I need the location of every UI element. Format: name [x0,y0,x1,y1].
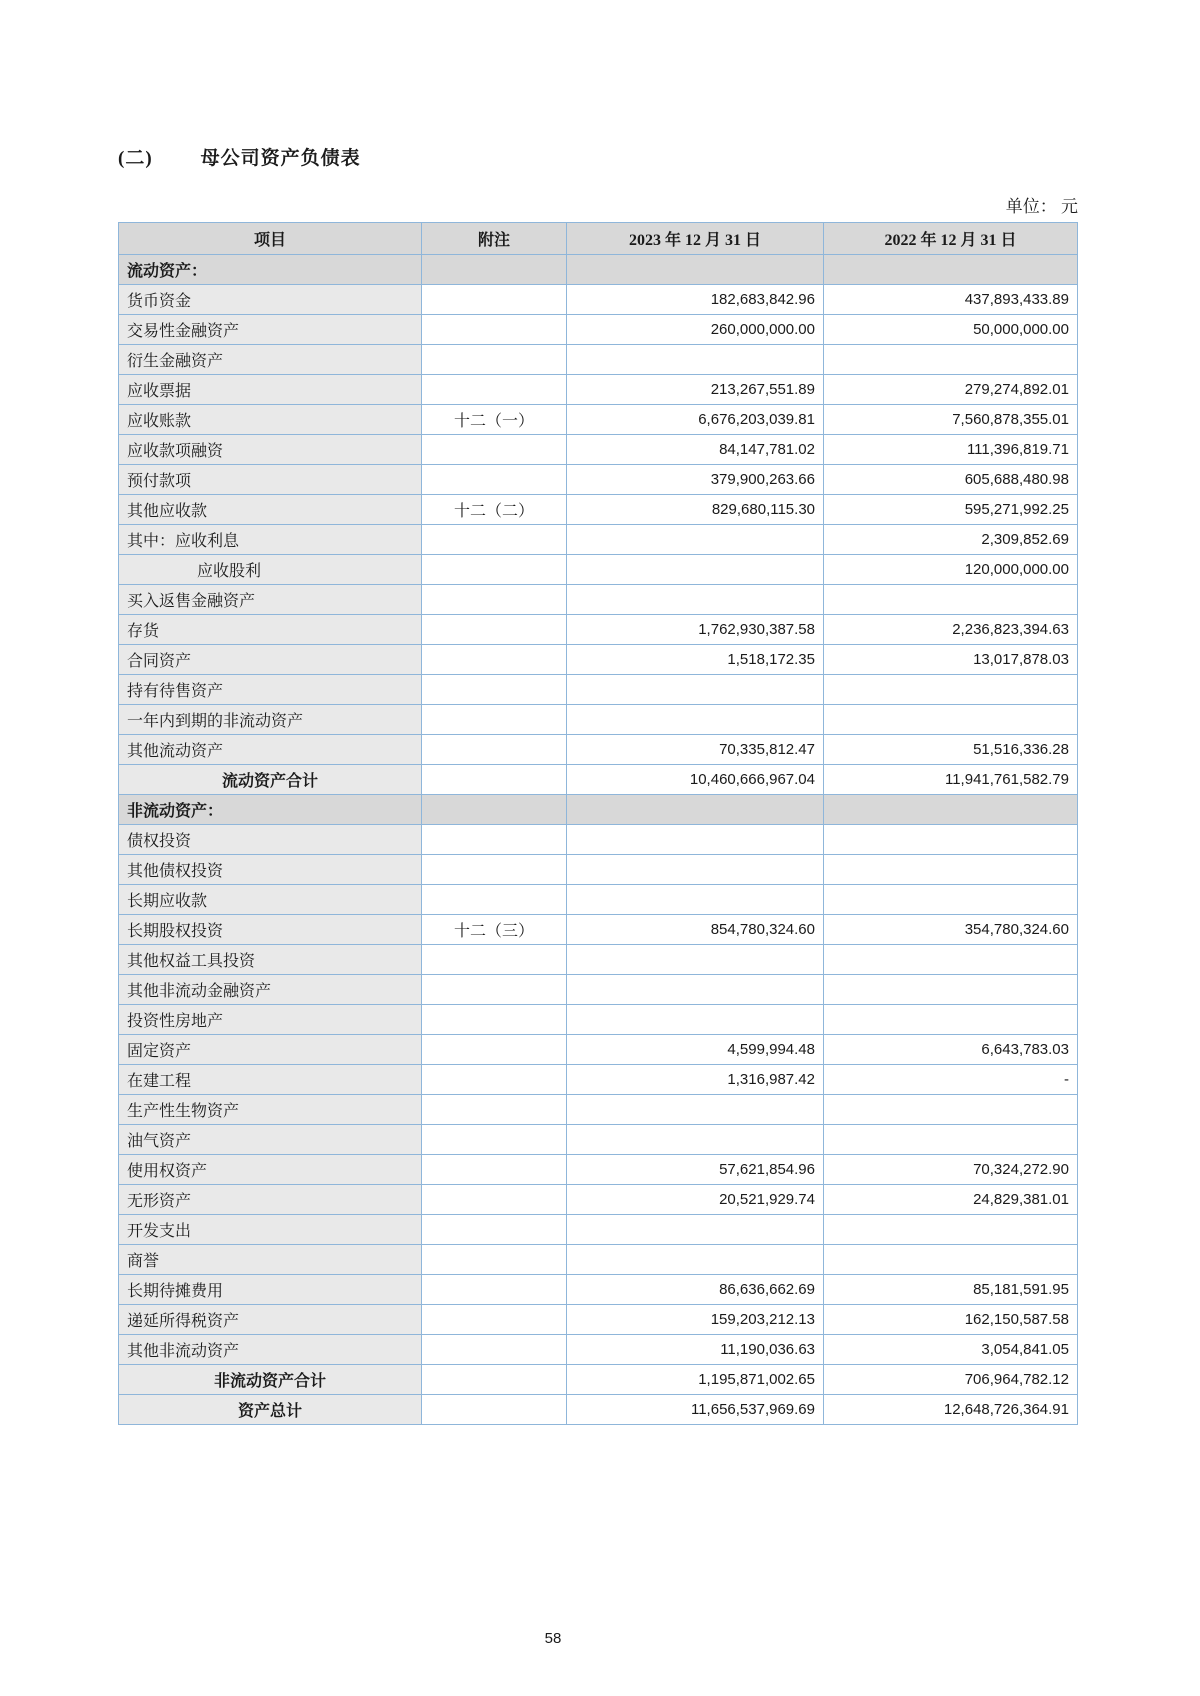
value-2023-cell [567,945,824,975]
value-2023-cell [567,825,824,855]
value-2022-cell: 6,643,783.03 [824,1035,1078,1065]
value-2022-cell [824,1095,1078,1125]
note-cell [422,705,567,735]
note-cell [422,1215,567,1245]
item-cell: 流动资产： [119,255,422,285]
value-2022-cell: 120,000,000.00 [824,555,1078,585]
table-row [119,585,1078,615]
value-2022-cell [824,1005,1078,1035]
note-cell [422,1365,567,1395]
value-2023-cell [567,255,824,285]
table-row [119,765,1078,795]
value-2022-cell [824,975,1078,1005]
table-row [119,945,1078,975]
item-cell: 预付款项 [119,465,422,495]
note-cell [422,1005,567,1035]
header-item: 项目 [119,223,422,255]
table-row [119,1005,1078,1035]
table-row [119,1215,1078,1245]
value-2023-cell [567,795,824,825]
item-cell: 固定资产 [119,1035,422,1065]
note-cell [422,855,567,885]
value-2022-cell: - [824,1065,1078,1095]
value-2023-cell: 6,676,203,039.81 [567,405,824,435]
value-2022-cell [824,705,1078,735]
note-cell [422,825,567,855]
item-cell: 非流动资产： [119,795,422,825]
value-2022-cell [824,1125,1078,1155]
note-cell [422,735,567,765]
table-row [119,675,1078,705]
item-cell: 商誉 [119,1245,422,1275]
table-row [119,975,1078,1005]
value-2023-cell: 379,900,263.66 [567,465,824,495]
table-row [119,1185,1078,1215]
item-cell: 开发支出 [119,1215,422,1245]
table-row [119,825,1078,855]
unit-label: 单位： 元 [1005,197,1078,216]
item-cell: 合同资产 [119,645,422,675]
item-cell: 投资性房地产 [119,1005,422,1035]
header-2022: 2022 年 12 月 31 日 [824,223,1078,255]
value-2023-cell [567,525,824,555]
item-cell: 衍生金融资产 [119,345,422,375]
note-cell [422,885,567,915]
item-cell: 无形资产 [119,1185,422,1215]
note-cell [422,975,567,1005]
table-row [119,315,1078,345]
table-row [119,1245,1078,1275]
note-cell [422,945,567,975]
value-2023-cell: 1,762,930,387.58 [567,615,824,645]
header-note: 附注 [422,223,567,255]
note-cell [422,375,567,405]
value-2023-cell: 213,267,551.89 [567,375,824,405]
value-2023-cell [567,555,824,585]
note-cell: 十二（一） [422,405,567,435]
note-cell [422,1395,567,1425]
note-cell [422,555,567,585]
value-2022-cell: 595,271,992.25 [824,495,1078,525]
table-row [119,285,1078,315]
table-row [119,555,1078,585]
table-row [119,1365,1078,1395]
note-cell [422,285,567,315]
note-cell [422,585,567,615]
note-cell [422,1185,567,1215]
table-row [119,1095,1078,1125]
value-2023-cell: 260,000,000.00 [567,315,824,345]
value-2022-cell: 3,054,841.05 [824,1335,1078,1365]
value-2023-cell: 70,335,812.47 [567,735,824,765]
item-cell: 应收股利 [119,555,422,585]
table-row [119,645,1078,675]
value-2023-cell [567,1125,824,1155]
header-2023: 2023 年 12 月 31 日 [567,223,824,255]
value-2022-cell: 354,780,324.60 [824,915,1078,945]
value-2022-cell [824,585,1078,615]
value-2023-cell: 829,680,115.30 [567,495,824,525]
note-cell [422,1095,567,1125]
item-cell: 长期股权投资 [119,915,422,945]
item-cell: 应收账款 [119,405,422,435]
value-2022-cell [824,825,1078,855]
value-2023-cell [567,975,824,1005]
item-cell: 存货 [119,615,422,645]
value-2022-cell: 279,274,892.01 [824,375,1078,405]
value-2023-cell [567,705,824,735]
item-cell: 在建工程 [119,1065,422,1095]
table-row [119,1395,1078,1425]
note-cell [422,525,567,555]
value-2022-cell [824,255,1078,285]
note-cell [422,1335,567,1365]
table-row [119,465,1078,495]
value-2022-cell: 50,000,000.00 [824,315,1078,345]
table-row [119,1335,1078,1365]
section-number: (二) [118,148,153,169]
value-2022-cell: 70,324,272.90 [824,1155,1078,1185]
value-2023-cell: 182,683,842.96 [567,285,824,315]
table-row [119,615,1078,645]
value-2023-cell: 11,656,537,969.69 [567,1395,824,1425]
item-cell: 使用权资产 [119,1155,422,1185]
note-cell [422,795,567,825]
item-cell: 持有待售资产 [119,675,422,705]
table-row [119,435,1078,465]
value-2022-cell: 13,017,878.03 [824,645,1078,675]
value-2023-cell [567,1005,824,1035]
note-cell [422,1065,567,1095]
table-row [119,255,1078,285]
value-2023-cell: 86,636,662.69 [567,1275,824,1305]
value-2023-cell: 11,190,036.63 [567,1335,824,1365]
value-2023-cell [567,345,824,375]
value-2022-cell: 605,688,480.98 [824,465,1078,495]
note-cell: 十二（三） [422,915,567,945]
value-2023-cell: 854,780,324.60 [567,915,824,945]
note-cell [422,1155,567,1185]
balance-sheet-table [118,222,1078,1425]
table-row [119,735,1078,765]
table-row [119,1305,1078,1335]
value-2023-cell [567,885,824,915]
value-2022-cell: 11,941,761,582.79 [824,765,1078,795]
item-cell: 非流动资产合计 [119,1365,422,1395]
page-number: 58 [544,1630,562,1647]
note-cell: 十二（二） [422,495,567,525]
table-row [119,525,1078,555]
table-row [119,855,1078,885]
item-cell: 其他权益工具投资 [119,945,422,975]
note-cell [422,345,567,375]
value-2022-cell [824,1245,1078,1275]
note-cell [422,675,567,705]
note-cell [422,255,567,285]
item-cell: 其他非流动资产 [119,1335,422,1365]
note-cell [422,1035,567,1065]
value-2022-cell [824,885,1078,915]
value-2022-cell [824,345,1078,375]
table-row [119,705,1078,735]
value-2023-cell: 84,147,781.02 [567,435,824,465]
item-cell: 应收款项融资 [119,435,422,465]
table-row [119,915,1078,945]
note-cell [422,765,567,795]
item-cell: 油气资产 [119,1125,422,1155]
table-row [119,1125,1078,1155]
note-cell [422,645,567,675]
table-row [119,1155,1078,1185]
item-cell: 一年内到期的非流动资产 [119,705,422,735]
item-cell: 应收票据 [119,375,422,405]
value-2023-cell: 1,195,871,002.65 [567,1365,824,1395]
item-cell: 其他流动资产 [119,735,422,765]
value-2023-cell: 1,518,172.35 [567,645,824,675]
title-text: 母公司资产负债表 [200,148,361,169]
value-2023-cell: 57,621,854.96 [567,1155,824,1185]
table-row [119,1275,1078,1305]
item-cell: 其他非流动金融资产 [119,975,422,1005]
note-cell [422,1305,567,1335]
note-cell [422,315,567,345]
value-2022-cell: 162,150,587.58 [824,1305,1078,1335]
item-cell: 生产性生物资产 [119,1095,422,1125]
table-row [119,1065,1078,1095]
item-cell: 货币资金 [119,285,422,315]
value-2022-cell [824,945,1078,975]
value-2022-cell: 51,516,336.28 [824,735,1078,765]
value-2023-cell [567,1215,824,1245]
note-cell [422,1125,567,1155]
table-header-row [119,223,1078,255]
value-2023-cell [567,1245,824,1275]
note-cell [422,1275,567,1305]
item-cell: 递延所得税资产 [119,1305,422,1335]
table-row [119,885,1078,915]
table-row [119,345,1078,375]
value-2023-cell: 20,521,929.74 [567,1185,824,1215]
table-row [119,495,1078,525]
value-2023-cell: 159,203,212.13 [567,1305,824,1335]
value-2023-cell: 10,460,666,967.04 [567,765,824,795]
item-cell: 长期应收款 [119,885,422,915]
value-2022-cell: 24,829,381.01 [824,1185,1078,1215]
table-row [119,405,1078,435]
note-cell [422,465,567,495]
note-cell [422,1245,567,1275]
item-cell: 其他债权投资 [119,855,422,885]
value-2022-cell [824,675,1078,705]
value-2022-cell [824,855,1078,885]
value-2022-cell: 85,181,591.95 [824,1275,1078,1305]
value-2022-cell: 706,964,782.12 [824,1365,1078,1395]
table-row [119,795,1078,825]
value-2022-cell: 437,893,433.89 [824,285,1078,315]
value-2022-cell: 111,396,819.71 [824,435,1078,465]
item-cell: 长期待摊费用 [119,1275,422,1305]
value-2022-cell: 12,648,726,364.91 [824,1395,1078,1425]
item-cell: 买入返售金融资产 [119,585,422,615]
value-2023-cell [567,855,824,885]
table-row [119,1035,1078,1065]
item-cell: 其他应收款 [119,495,422,525]
note-cell [422,615,567,645]
value-2022-cell [824,1215,1078,1245]
value-2023-cell: 4,599,994.48 [567,1035,824,1065]
value-2023-cell [567,585,824,615]
item-cell: 流动资产合计 [119,765,422,795]
item-cell: 交易性金融资产 [119,315,422,345]
item-cell: 资产总计 [119,1395,422,1425]
value-2022-cell: 2,309,852.69 [824,525,1078,555]
item-cell: 债权投资 [119,825,422,855]
item-cell: 其中：应收利息 [119,525,422,555]
value-2023-cell [567,1095,824,1125]
value-2022-cell: 2,236,823,394.63 [824,615,1078,645]
value-2022-cell: 7,560,878,355.01 [824,405,1078,435]
value-2022-cell [824,795,1078,825]
value-2023-cell: 1,316,987.42 [567,1065,824,1095]
table-row [119,375,1078,405]
value-2023-cell [567,675,824,705]
page-title [118,143,361,170]
note-cell [422,435,567,465]
